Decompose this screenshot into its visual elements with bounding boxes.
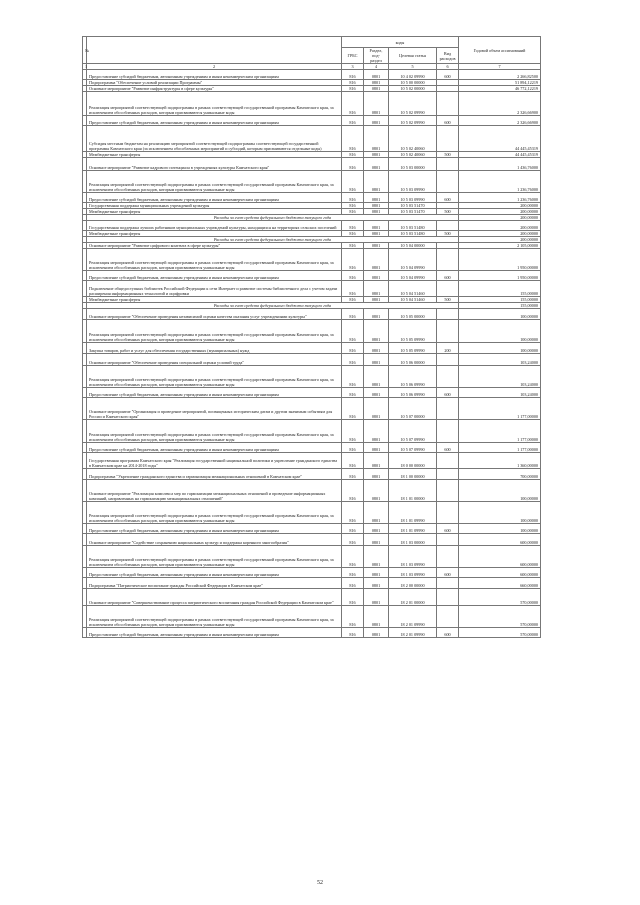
expense-name: Межбюджетные трансферты [87,231,342,237]
grbs-code: 816 [342,271,364,281]
table-row [83,546,541,568]
table-row [83,116,541,126]
target-article-code: 10 5 06 09990 [389,366,437,388]
target-article-code: 10 5 03 51480 [389,231,437,237]
table-row [83,271,541,281]
table-row [83,158,541,171]
razdel-code: 0801 [364,309,389,320]
razdel-code: 0801 [364,80,389,86]
expense-name: Основное мероприятие "Обеспечение проведения независимой оценки качества оказания услуг учреждениями культуры" [87,309,342,320]
razdel-code: 0801 [364,469,389,480]
annual-amount: 200,00000 [459,209,541,215]
razdel-code: 0801 [364,398,389,420]
razdel-code: 0801 [364,443,389,453]
razdel-code: 0801 [364,126,389,152]
grbs-code: 816 [342,480,364,502]
expense-type-code [437,366,459,388]
razdel-code: 0801 [364,231,389,237]
expense-type-code [437,469,459,480]
grbs-code: 816 [342,281,364,297]
expense-type-code: 600 [437,70,459,80]
expense-type-code [437,453,459,469]
annual-amount: 1 177,00000 [459,443,541,453]
razdel-code: 0801 [364,171,389,193]
grbs-code: 816 [342,453,364,469]
expense-name: Реализация мероприятий соответствующей подпрограммы в рамках соответствующей государственной программы Камчатского края, за исключением обособленных расходов, которым присваиваются уникальные коды [87,320,342,343]
expense-name: Предоставление субсидий бюджетным, автономным учреждениям и иным некоммерческим организациям [87,271,342,281]
annual-amount: 103,24000 [459,388,541,398]
annual-amount: 2 326,66900 [459,116,541,126]
grbs-code: 816 [342,320,364,343]
grbs-code: 816 [342,152,364,158]
expense-name: Предоставление субсидий бюджетным, автономным учреждениям и иным некоммерческим организациям [87,193,342,203]
grbs-code: 816 [342,343,364,354]
grbs-code: 816 [342,606,364,628]
razdel-code: 0801 [364,534,389,546]
annual-amount: 1 177,00000 [459,420,541,443]
target-article-code: 10 5 00 00000 [389,80,437,86]
grbs-code: 816 [342,578,364,589]
grbs-code: 816 [342,86,364,92]
expense-type-code: 600 [437,116,459,126]
expense-name: Подпрограмма "Укрепление гражданского единства и гармонизация межнациональных отношений в Камчатском крае" [87,469,342,480]
col-num-header: № [83,37,87,64]
expense-name: Межбюджетные трансферты [87,152,342,158]
annual-amount: 200,00000 [459,215,541,221]
razdel-code: 0801 [364,606,389,628]
col-razdel-header: Раздел, под- раздел [364,48,389,64]
funding-note: Расходы за счет средств федерального бюджета текущего года [87,237,459,243]
grbs-code: 816 [342,203,364,209]
target-article-code: 18 1 01 00000 [389,480,437,502]
expense-name: Основное мероприятие "Развитие цифрового контента в сфере культуры" [87,243,342,249]
grbs-code: 816 [342,568,364,578]
expense-name: Подпрограмма "Патриотическое воспитание граждан Российской Федерации в Камчатском крае" [87,578,342,589]
expense-type-code: 600 [437,443,459,453]
table-row [83,568,541,578]
grbs-code: 816 [342,171,364,193]
grbs-code: 816 [342,354,364,366]
target-article-code: 10 5 02 09990 [389,116,437,126]
expense-type-code [437,578,459,589]
annual-amount: 600,00000 [459,534,541,546]
expense-name: Реализация мероприятий соответствующей подпрограммы в рамках соответствующей государственной программы Камчатского края, за исключением обособленных расходов, которым присваиваются уникальные коды [87,249,342,271]
razdel-code: 0801 [364,420,389,443]
target-article-code: 10 5 07 09990 [389,420,437,443]
col-number: 5 [389,64,437,70]
col-number: 4 [364,64,389,70]
expense-type-code: 600 [437,388,459,398]
col-number: 7 [459,64,541,70]
expense-type-code [437,480,459,502]
expense-name: Предоставление субсидий бюджетным, автономным учреждениям и иным некоммерческим организациям [87,628,342,638]
expense-type-code [437,171,459,193]
annual-amount: 700,00000 [459,469,541,480]
page-number: 52 [317,880,323,886]
expense-name: Реализация мероприятий соответствующей подпрограммы в рамках соответствующей государственной программы Камчатского края, за исключением обособленных расходов, которым присваиваются уникальные коды [87,366,342,388]
razdel-code: 0801 [364,589,389,606]
razdel-code: 0801 [364,546,389,568]
razdel-code: 0801 [364,281,389,297]
expense-name: Основное мероприятие "Организация и проведение мероприятий, посвященных историческим датам и другим значимым событиям для России и Камчатского края" [87,398,342,420]
expense-name: Основное мероприятие "Обеспечение проведения специальной оценки условий труда" [87,354,342,366]
table-row [83,480,541,502]
expense-type-code [437,606,459,628]
expense-name: Реализация мероприятий соответствующей подпрограммы в рамках соответствующей государственной программы Камчатского края, за исключением обособленных расходов, которым присваиваются уникальные коды [87,92,342,116]
table-row [83,281,541,297]
table-row [83,469,541,480]
table-row [83,628,541,638]
razdel-code: 0801 [364,158,389,171]
annual-amount: 570,00000 [459,628,541,638]
target-article-code: 10 5 02 00000 [389,86,437,92]
grbs-code: 816 [342,116,364,126]
table-row [83,126,541,152]
grbs-code: 816 [342,243,364,249]
expense-type-code: 600 [437,524,459,534]
grbs-code: 816 [342,546,364,568]
annual-amount: 155,00000 [459,303,541,309]
table-row [83,398,541,420]
target-article-code: 18 1 01 09990 [389,524,437,534]
razdel-code: 0801 [364,354,389,366]
expense-name: Субсидия местным бюджетам на реализацию мероприятий соответствующей подпрограммы соответствующей государственной программы Камчатского края (за исключением обособленных мероприятий и субсидий, которым присваиваются отдельные коды) [87,126,342,152]
grbs-code: 816 [342,589,364,606]
expense-name: Подпрограмма "Обеспечение условий реализации Программы" [87,80,342,86]
expense-type-code: 500 [437,231,459,237]
expense-type-code: 500 [437,209,459,215]
funding-note: Расходы за счет средств федерального бюджета текущего года [87,303,459,309]
col-vid-header: Вид расходов [437,48,459,64]
razdel-code: 0801 [364,628,389,638]
grbs-code: 816 [342,231,364,237]
expense-name: Межбюджетные трансферты [87,297,342,303]
razdel-code: 0801 [364,502,389,524]
target-article-code: 10 4 02 09990 [389,70,437,80]
col-total-header: Годовой объем ассигнований [459,37,541,64]
table-row [83,70,541,80]
expense-name: Предоставление субсидий бюджетным, автономным учреждениям и иным некоммерческим организациям [87,388,342,398]
annual-amount: 1 950,00000 [459,271,541,281]
expense-name: Государственная поддержка муниципальных учреждений культуры [87,203,342,209]
annual-amount: 103,24000 [459,354,541,366]
table-row [83,534,541,546]
table-row [83,354,541,366]
annual-amount: 1 236,76000 [459,171,541,193]
target-article-code: 10 5 06 09990 [389,388,437,398]
razdel-code: 0801 [364,480,389,502]
annual-amount: 200,00000 [459,221,541,231]
expense-type-code: 200 [437,343,459,354]
expense-type-code [437,158,459,171]
expense-name: Основное мероприятие "Реализация комплекса мер по гармонизации межнациональных отношений и проведение информационных кампаний, направленных на гармонизацию межнациональных отношений" [87,480,342,502]
expense-type-code [437,221,459,231]
annual-amount: 155,00000 [459,297,541,303]
expense-name: Основное мероприятие "Содействие сохранению национальных культур и поддержка коренного многообразия" [87,534,342,546]
target-article-code: 10 5 07 09990 [389,443,437,453]
annual-amount: 46 772,12219 [459,86,541,92]
expense-type-code [437,92,459,116]
expense-type-code [437,320,459,343]
target-article-code: 10 5 03 09990 [389,171,437,193]
grbs-code: 816 [342,70,364,80]
razdel-code: 0801 [364,203,389,209]
target-article-code: 18 1 03 09990 [389,546,437,568]
target-article-code: 10 5 04 09990 [389,271,437,281]
expense-type-code [437,249,459,271]
grbs-code: 816 [342,366,364,388]
razdel-code: 0801 [364,221,389,231]
expense-type-code [437,281,459,297]
target-article-code: 18 0 00 00000 [389,453,437,469]
table-row [83,193,541,203]
target-article-code: 18 1 01 09990 [389,502,437,524]
annual-amount: 200,00000 [459,237,541,243]
target-article-code: 10 5 03 51480 [389,221,437,231]
grbs-code: 816 [342,297,364,303]
annual-amount: 100,00000 [459,343,541,354]
grbs-code: 816 [342,126,364,152]
expense-type-code: 500 [437,152,459,158]
target-article-code: 10 5 02 09990 [389,92,437,116]
col-number: 2 [87,64,342,70]
expense-type-code [437,354,459,366]
expense-name: Основное мероприятие "Развитие кадрового потенциала в учреждениях культуры Камчатского края" [87,158,342,171]
target-article-code: 10 5 07 00000 [389,398,437,420]
table-row [83,589,541,606]
razdel-code: 0801 [364,209,389,215]
target-article-code: 10 5 03 51470 [389,203,437,209]
razdel-code: 0801 [364,578,389,589]
target-article-code: 18 1 03 00000 [389,534,437,546]
target-article-code: 10 5 03 00000 [389,158,437,171]
expense-type-code: 600 [437,628,459,638]
target-article-code: 10 5 04 00000 [389,243,437,249]
grbs-code: 816 [342,628,364,638]
razdel-code: 0801 [364,297,389,303]
expense-type-code [437,589,459,606]
razdel-code: 0801 [364,86,389,92]
expense-type-code [437,420,459,443]
expense-type-code [437,546,459,568]
target-article-code: 18 2 01 09990 [389,606,437,628]
target-article-code: 18 2 00 00000 [389,578,437,589]
annual-amount: 200,00000 [459,203,541,209]
expense-type-code [437,126,459,152]
expense-name: Предоставление субсидий бюджетным, автономным учреждениям и иным некоммерческим организациям [87,116,342,126]
expense-type-code: 600 [437,568,459,578]
expense-type-code [437,502,459,524]
table-row [83,524,541,534]
target-article-code: 10 5 05 00000 [389,309,437,320]
expense-name: Реализация мероприятий соответствующей подпрограммы в рамках соответствующей государственной программы Камчатского края, за исключением обособленных расходов, которым присваиваются уникальные коды [87,546,342,568]
annual-amount: 1 360,00000 [459,453,541,469]
target-article-code: 10 5 02 40060 [389,152,437,158]
expense-name: Реализация мероприятий соответствующей подпрограммы в рамках соответствующей государственной программы Камчатского края, за исключением обособленных расходов, которым присваиваются уникальные коды [87,420,342,443]
razdel-code: 0801 [364,343,389,354]
razdel-code: 0801 [364,453,389,469]
annual-amount: 100,00000 [459,480,541,502]
razdel-code: 0801 [364,320,389,343]
expense-type-code [437,534,459,546]
table-row [83,249,541,271]
expense-type-code [437,398,459,420]
target-article-code: 10 5 06 00000 [389,354,437,366]
razdel-code: 0801 [364,271,389,281]
annual-amount: 100,00000 [459,320,541,343]
table-row [83,343,541,354]
annual-amount: 600,00000 [459,568,541,578]
table-row [83,420,541,443]
expense-name: Предоставление субсидий бюджетным, автономным учреждениям и иным некоммерческим организациям [87,568,342,578]
razdel-code: 0801 [364,524,389,534]
expense-name: Реализация мероприятий соответствующей подпрограммы в рамках соответствующей государственной программы Камчатского края, за исключением обособленных расходов, которым присваиваются уникальные коды [87,502,342,524]
table-row [83,578,541,589]
grbs-code: 816 [342,158,364,171]
budget-table [82,36,541,638]
expense-type-code: 500 [437,297,459,303]
annual-amount: 1 950,00000 [459,249,541,271]
annual-amount: 2 105,00000 [459,243,541,249]
target-article-code: 10 5 05 09990 [389,320,437,343]
grbs-code: 816 [342,249,364,271]
table-row [83,388,541,398]
target-article-code: 10 5 04 51460 [389,281,437,297]
table-row [83,502,541,524]
annual-amount: 100,00000 [459,524,541,534]
expense-name: Основное мероприятие "Развитие инфраструктуры в сфере культуры" [87,86,342,92]
table-row [83,221,541,231]
table-row [83,453,541,469]
grbs-code: 816 [342,398,364,420]
annual-amount: 570,00000 [459,589,541,606]
target-article-code: 18 1 00 00000 [389,469,437,480]
grbs-code: 816 [342,92,364,116]
razdel-code: 0801 [364,116,389,126]
target-article-code: 10 5 03 51470 [389,209,437,215]
razdel-code: 0801 [364,249,389,271]
expense-name: Межбюджетные трансферты [87,209,342,215]
razdel-code: 0801 [364,568,389,578]
annual-amount: 660,00000 [459,578,541,589]
razdel-code: 0801 [364,70,389,80]
grbs-code: 816 [342,420,364,443]
grbs-code: 816 [342,469,364,480]
annual-amount: 570,00000 [459,606,541,628]
expense-name: Подключение общедоступных библиотек Российской Федерации к сети Интернет и развитие системы библиотечного дела с учетом задачи расширения информационных технологий и оцифровки [87,281,342,297]
annual-amount: 100,00000 [459,502,541,524]
annual-amount: 155,00000 [459,281,541,297]
annual-amount: 44 445,45319 [459,126,541,152]
target-article-code: 10 5 02 40060 [389,126,437,152]
target-article-code: 10 5 04 09990 [389,249,437,271]
table-row [83,443,541,453]
razdel-code: 0801 [364,243,389,249]
expense-type-code: 600 [437,193,459,203]
razdel-code: 0801 [364,193,389,203]
expense-name: Основное мероприятие "Совершенствование процесса патриотического воспитания граждан Российской Федерации в Камчатском крае" [87,589,342,606]
expense-name: Государственная программа Камчатского края "Реализация государственной национальной политики и укрепление гражданского единства в Камчатском крае на 2014-2018 годы" [87,453,342,469]
grbs-code: 816 [342,209,364,215]
col-tsel-header: Целевая статья [389,48,437,64]
grbs-code: 816 [342,193,364,203]
grbs-code: 816 [342,443,364,453]
grbs-code: 816 [342,221,364,231]
annual-amount: 2 326,66900 [459,92,541,116]
table-row [83,92,541,116]
expense-name: Предоставление субсидий бюджетным, автономным учреждениям и иным некоммерческим организациям [87,524,342,534]
annual-amount: 1 236,76000 [459,193,541,203]
grbs-code: 816 [342,534,364,546]
expense-type-code [437,309,459,320]
col-number: 1 [83,64,87,70]
annual-amount: 103,24000 [459,366,541,388]
razdel-code: 0801 [364,92,389,116]
target-article-code: 10 5 03 09990 [389,193,437,203]
expense-name: Реализация мероприятий соответствующей подпрограммы в рамках соответствующей государственной программы Камчатского края, за исключением обособленных расходов, которым присваиваются уникальные коды [87,606,342,628]
target-article-code: 18 2 01 09990 [389,628,437,638]
expense-type-code: 600 [437,271,459,281]
expense-name: Закупка товаров, работ и услуг для обеспечения государственных (муниципальных) нужд [87,343,342,354]
razdel-code: 0801 [364,366,389,388]
target-article-code: 18 1 03 09990 [389,568,437,578]
target-article-code: 18 2 01 00000 [389,589,437,606]
grbs-code: 816 [342,80,364,86]
target-article-code: 10 5 04 51460 [389,297,437,303]
col-name-header [87,37,342,64]
razdel-code: 0801 [364,152,389,158]
table-row [83,320,541,343]
target-article-code: 10 5 05 09990 [389,343,437,354]
annual-amount: 200,00000 [459,231,541,237]
table-row [83,366,541,388]
col-number: 6 [437,64,459,70]
table-row [83,606,541,628]
annual-amount: 44 445,45319 [459,152,541,158]
annual-amount: 1 436,76000 [459,158,541,171]
grbs-code: 816 [342,524,364,534]
annual-amount: 2 266,82500 [459,70,541,80]
grbs-code: 816 [342,309,364,320]
expense-name: Предоставление субсидий бюджетным, автономным учреждениям и иным некоммерческим организациям [87,70,342,80]
col-grbs-header: ГРБС [342,48,364,64]
annual-amount: 100,00000 [459,309,541,320]
expense-name: Реализация мероприятий соответствующей подпрограммы в рамках соответствующей государственной программы Камчатского края, за исключением обособленных расходов, которым присваиваются уникальные коды [87,171,342,193]
razdel-code: 0801 [364,388,389,398]
col-number: 3 [342,64,364,70]
expense-name: Предоставление субсидий бюджетным, автономным учреждениям и иным некоммерческим организациям [87,443,342,453]
grbs-code: 816 [342,502,364,524]
grbs-code: 816 [342,388,364,398]
table-row [83,309,541,320]
codes-header: коды [342,37,459,48]
annual-amount: 600,00000 [459,546,541,568]
annual-amount: 51 894,12219 [459,80,541,86]
table-row [83,171,541,193]
expense-name: Государственная поддержка лучших работников муниципальных учреждений культуры, находящихся на территориях сельских поселений [87,221,342,231]
funding-note: Расходы за счет средств федерального бюджета текущего года [87,215,459,221]
annual-amount: 1 177,00000 [459,398,541,420]
